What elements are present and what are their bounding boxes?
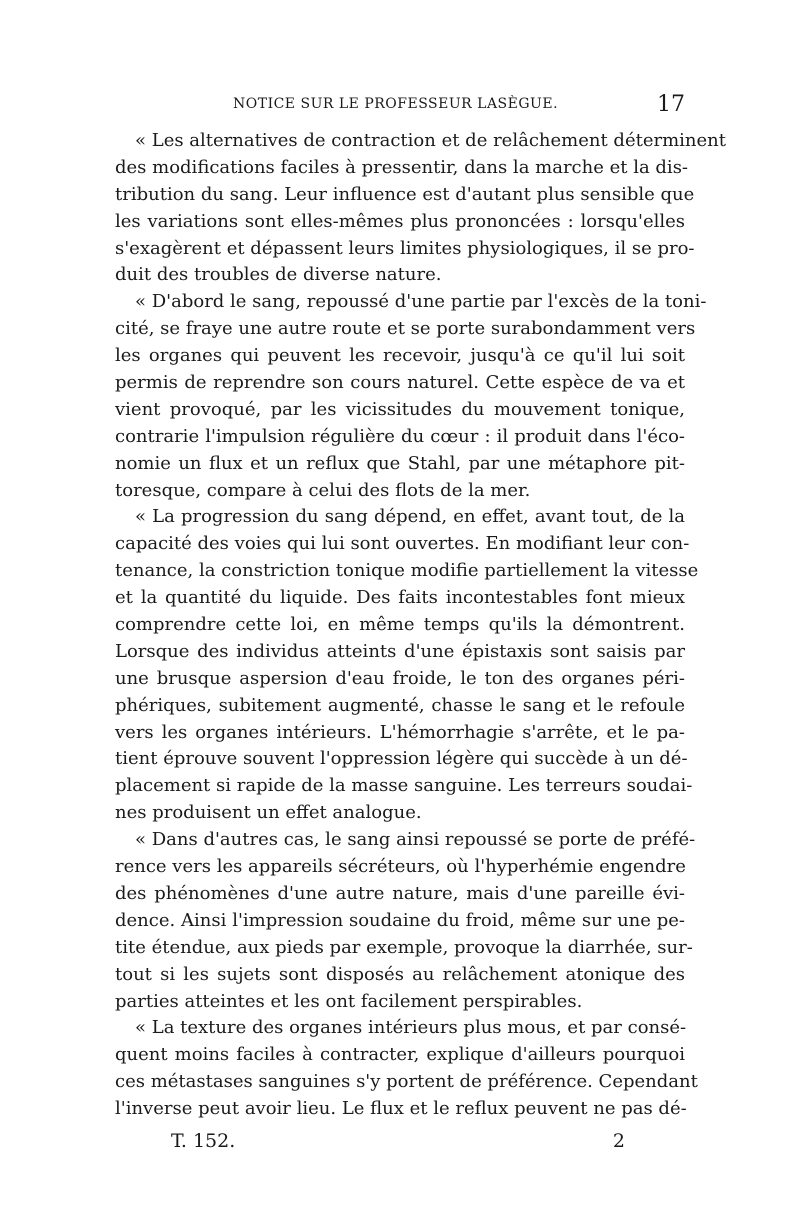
text-line: cité, se fraye une autre route et se porte surabondamment vers bbox=[115, 318, 696, 340]
text-line: nes produisent un effet analogue. bbox=[115, 802, 422, 824]
text-line: tenance, la constriction tonique modifie partiellement la vitesse bbox=[115, 560, 699, 582]
text-line: tite étendue, aux pieds par exemple, provoque la diarrhée, sur- bbox=[115, 936, 693, 958]
page-footer bbox=[140, 1130, 625, 1158]
text-line: tout si les sujets sont disposés au relâchement atonique des bbox=[115, 963, 685, 985]
text-line: dence. Ainsi l'impression soudaine du froid, même sur une pe- bbox=[115, 909, 685, 931]
text-line: comprendre cette loi, en même temps qu'ils la démontrent. bbox=[115, 614, 685, 636]
running-title: NOTICE SUR LE PROFESSEUR LASÈGUE. bbox=[233, 96, 559, 112]
text-line: les organes qui peuvent les recevoir, jusqu'à ce qu'il lui soit bbox=[115, 345, 685, 367]
text-line: permis de reprendre son cours naturel. Cette espèce de va et bbox=[115, 372, 685, 394]
text-line: capacité des voies qui lui sont ouvertes. En modifiant leur con- bbox=[115, 533, 690, 555]
text-line: « D'abord le sang, repoussé d'une partie par l'excès de la toni- bbox=[135, 291, 707, 313]
text-line: rence vers les appareils sécréteurs, où l'hyperhémie engendre bbox=[115, 856, 686, 878]
text-line: placement si rapide de la masse sanguine. Les terreurs soudai- bbox=[115, 775, 693, 797]
text-line: des phénomènes d'une autre nature, mais d'une pareille évi- bbox=[115, 882, 685, 904]
text-line: toresque, compare à celui des flots de la mer. bbox=[115, 479, 531, 501]
text-line: les variations sont elles-mêmes plus prononcées : lorsqu'elles bbox=[115, 210, 685, 232]
text-line: contrarie l'impulsion régulière du cœur : il produit dans l'éco- bbox=[115, 425, 685, 447]
text-line: ces métastases sanguines s'y portent de préférence. Cependant bbox=[115, 1071, 698, 1093]
text-line: des modifications faciles à pressentir, dans la marche et la dis- bbox=[115, 156, 689, 178]
text-line: duit des troubles de diverse nature. bbox=[115, 264, 442, 286]
body-text bbox=[115, 128, 726, 1123]
text-line: tient éprouve souvent l'oppression légère qui succède à un dé- bbox=[115, 748, 688, 770]
text-line: une brusque aspersion d'eau froide, le ton des organes péri- bbox=[115, 667, 685, 689]
text-line: Lorsque des individus atteints d'une épistaxis sont saisis par bbox=[115, 640, 685, 662]
text-line: et la quantité du liquide. Des faits incontestables font mieux bbox=[115, 587, 685, 609]
text-line: vers les organes intérieurs. L'hémorrhagie s'arrête, et le pa- bbox=[115, 721, 685, 743]
sheet-number: 2 bbox=[612, 1130, 625, 1152]
text-line: s'exagèrent et dépassent leurs limites physiologiques, il se pro- bbox=[115, 237, 695, 259]
signature-mark: T. 152. bbox=[171, 1130, 236, 1152]
text-line: phériques, subitement augmenté, chasse le sang et le refoule bbox=[115, 694, 685, 716]
text-line: tribution du sang. Leur influence est d'autant plus sensible que bbox=[115, 183, 695, 205]
text-line: l'inverse peut avoir lieu. Le flux et le reflux peuvent ne pas dé- bbox=[115, 1098, 687, 1120]
text-line: « La progression du sang dépend, en effet, avant tout, de la bbox=[135, 506, 685, 528]
page-number: 17 bbox=[657, 92, 685, 117]
text-line: vient provoqué, par les vicissitudes du mouvement tonique, bbox=[115, 398, 685, 420]
text-line: nomie un flux et un reflux que Stahl, par une métaphore pit- bbox=[115, 452, 685, 474]
running-header bbox=[115, 92, 685, 120]
text-line: « Les alternatives de contraction et de relâchement déterminent bbox=[135, 130, 726, 151]
text-line: parties atteintes et les ont facilement perspirables. bbox=[115, 990, 583, 1012]
text-line: « La texture des organes intérieurs plus mous, et par consé- bbox=[135, 1017, 687, 1039]
text-line: quent moins faciles à contracter, explique d'ailleurs pourquoi bbox=[115, 1044, 685, 1066]
text-line: « Dans d'autres cas, le sang ainsi repoussé se porte de préfé- bbox=[135, 829, 696, 851]
